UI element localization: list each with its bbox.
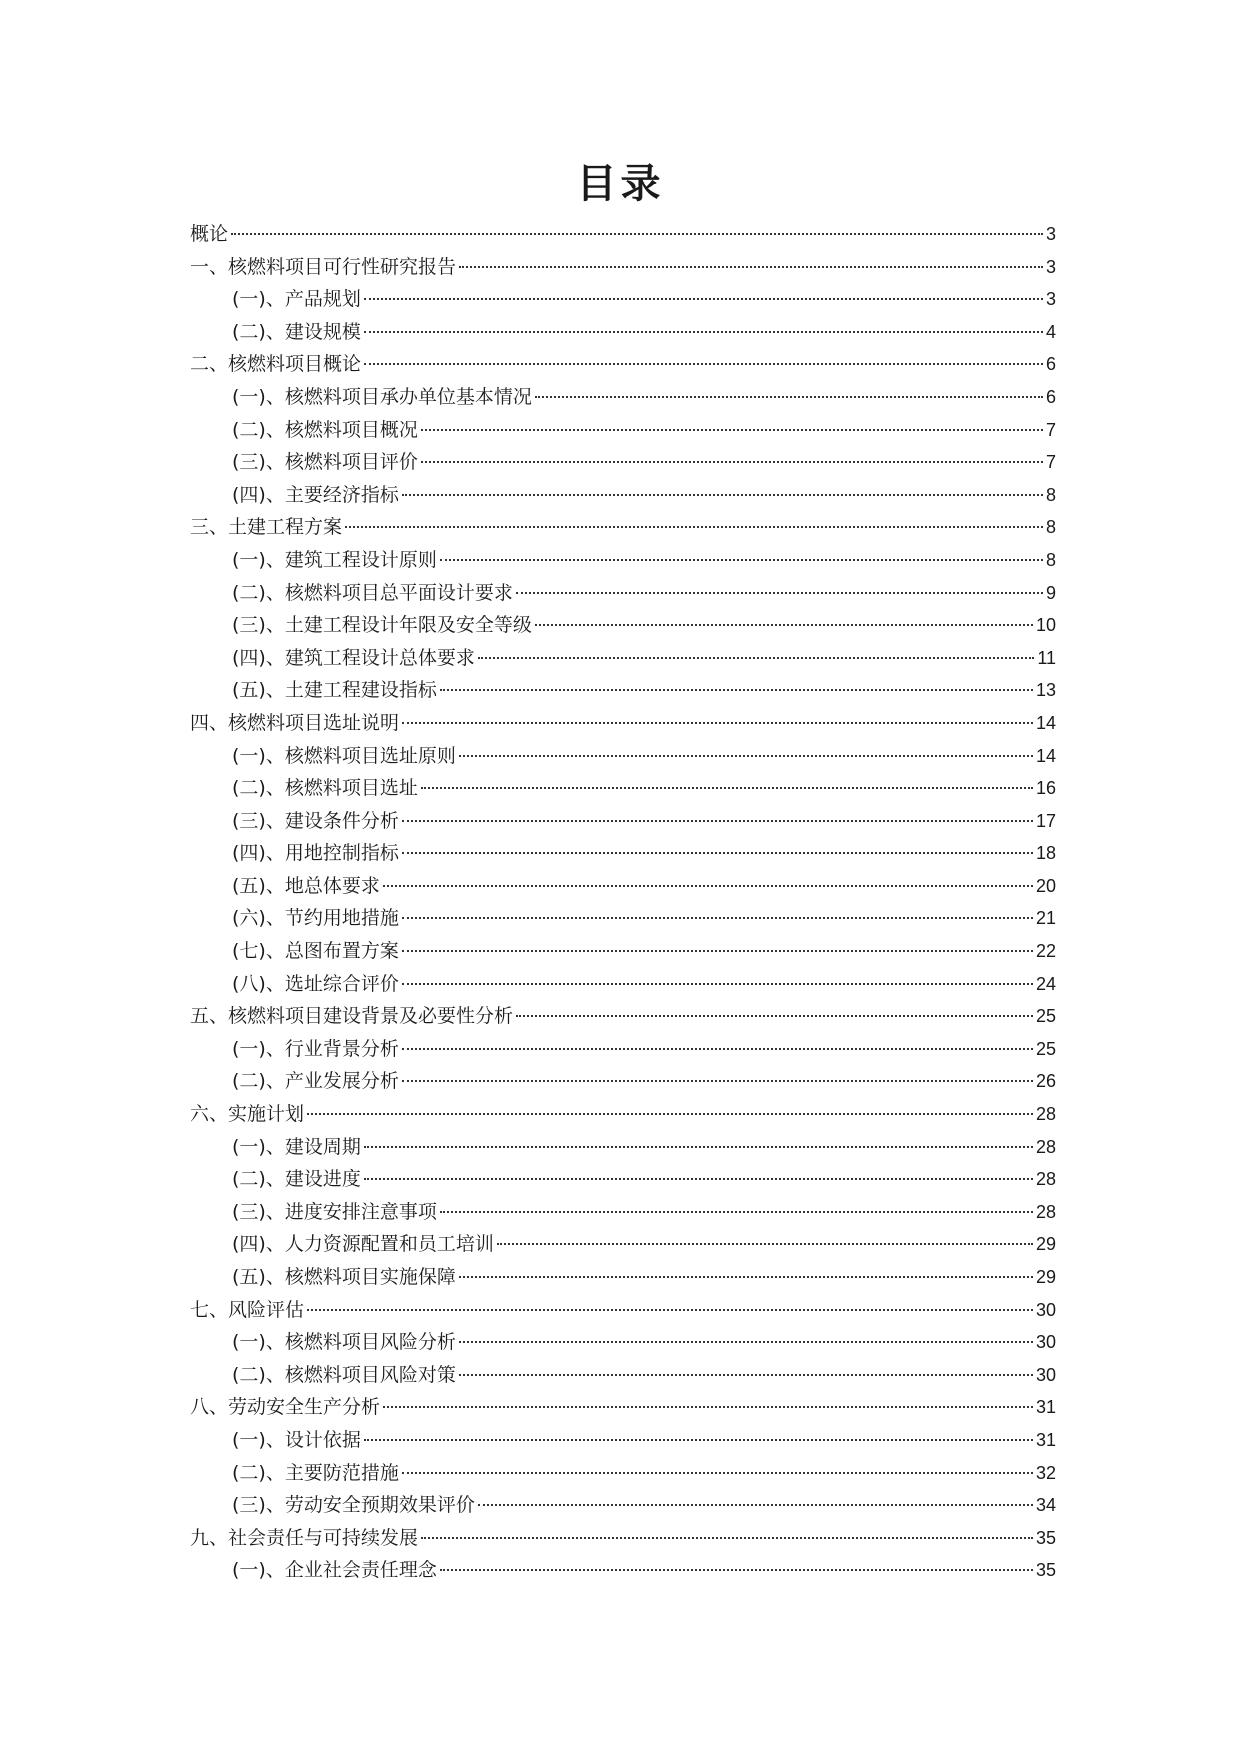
toc-dot-leader <box>402 983 1033 985</box>
toc-entry-page-number: 21 <box>1035 908 1056 929</box>
toc-entry[interactable] <box>190 577 1056 610</box>
toc-entry-page-number: 18 <box>1035 843 1056 864</box>
toc-entry[interactable] <box>190 1359 1056 1392</box>
toc-entry-label: (二)、核燃料项目总平面设计要求 <box>232 581 513 604</box>
toc-entry-page-number: 9 <box>1045 582 1056 603</box>
toc-entry[interactable] <box>190 642 1056 675</box>
toc-entry[interactable] <box>190 283 1056 316</box>
toc-dot-leader <box>364 1439 1033 1441</box>
toc-entry-page-number: 4 <box>1045 321 1056 342</box>
toc-dot-leader <box>478 657 1034 659</box>
toc-entry-label: (一)、核燃料项目选址原则 <box>232 744 456 767</box>
toc-dot-leader <box>440 1569 1033 1571</box>
toc-dot-leader <box>383 885 1033 887</box>
toc-entry-label: (二)、产业发展分析 <box>232 1070 399 1093</box>
toc-entry-page-number: 11 <box>1037 647 1056 668</box>
toc-entry-page-number: 3 <box>1045 289 1056 310</box>
toc-entry-label: (二)、核燃料项目选址 <box>232 777 418 800</box>
toc-entry-page-number: 22 <box>1035 941 1056 962</box>
toc-dot-leader <box>364 363 1043 365</box>
toc-entry-page-number: 8 <box>1045 484 1056 505</box>
toc-dot-leader <box>231 233 1043 235</box>
toc-entry-page-number: 17 <box>1035 810 1056 831</box>
toc-entry-page-number: 35 <box>1035 1527 1056 1548</box>
toc-entry-page-number: 25 <box>1035 1006 1056 1027</box>
toc-entry[interactable] <box>190 251 1056 284</box>
toc-entry[interactable] <box>190 674 1056 707</box>
toc-dot-leader <box>402 852 1033 854</box>
toc-entry-label: (一)、产品规划 <box>232 288 361 311</box>
toc-entry-label: 六、实施计划 <box>190 1103 305 1126</box>
toc-entry-label: (三)、进度安排注意事项 <box>232 1200 437 1223</box>
toc-entry-page-number: 7 <box>1045 452 1056 473</box>
toc-dot-leader <box>535 624 1033 626</box>
toc-entry-label: (二)、建设规模 <box>232 320 361 343</box>
toc-entry[interactable] <box>190 870 1056 903</box>
toc-entry[interactable] <box>190 1326 1056 1359</box>
toc-entry-page-number: 20 <box>1035 875 1056 896</box>
toc-entry-page-number: 32 <box>1035 1462 1056 1483</box>
toc-dot-leader <box>307 1309 1033 1311</box>
toc-dot-leader <box>345 526 1043 528</box>
toc-dot-leader <box>307 1113 1033 1115</box>
toc-entry[interactable] <box>190 1489 1056 1522</box>
toc-entry-page-number: 10 <box>1035 615 1056 636</box>
toc-entry-page-number: 6 <box>1045 354 1056 375</box>
toc-entry-label: (一)、核燃料项目承办单位基本情况 <box>232 385 532 408</box>
toc-dot-leader <box>440 689 1033 691</box>
toc-entry[interactable] <box>190 1196 1056 1229</box>
toc-entry-label: (一)、建设周期 <box>232 1135 361 1158</box>
toc-dot-leader <box>459 755 1033 757</box>
toc-entry-label: 概论 <box>190 223 229 245</box>
toc-entry[interactable] <box>190 1261 1056 1294</box>
toc-entry-label: 八、劳动安全生产分析 <box>190 1396 381 1419</box>
toc-entry-page-number: 30 <box>1035 1299 1056 1320</box>
toc-entry-label: (六)、节约用地措施 <box>232 907 399 930</box>
toc-dot-leader <box>459 1276 1033 1278</box>
toc-dot-leader <box>364 1146 1033 1148</box>
toc-entry[interactable] <box>190 1294 1056 1327</box>
toc-entry[interactable] <box>190 837 1056 870</box>
toc-dot-leader <box>478 1504 1033 1506</box>
toc-dot-leader <box>440 559 1043 561</box>
toc-entry-page-number: 30 <box>1035 1364 1056 1385</box>
toc-dot-leader <box>421 429 1043 431</box>
toc-dot-leader <box>402 722 1033 724</box>
toc-entry-label: (四)、人力资源配置和员工培训 <box>232 1233 494 1256</box>
toc-dot-leader <box>459 1341 1033 1343</box>
toc-dot-leader <box>364 1178 1033 1180</box>
toc-entry[interactable] <box>190 609 1056 642</box>
toc-entry-page-number: 16 <box>1035 778 1056 799</box>
toc-entry-label: (二)、核燃料项目风险对策 <box>232 1363 456 1386</box>
toc-entry-label: 九、社会责任与可持续发展 <box>190 1526 419 1549</box>
toc-entry[interactable] <box>190 1424 1056 1457</box>
toc-entry-page-number: 30 <box>1035 1332 1056 1353</box>
toc-entry-page-number: 14 <box>1035 712 1056 733</box>
toc-dot-leader <box>402 917 1033 919</box>
toc-entry[interactable] <box>190 1065 1056 1098</box>
toc-entry-page-number: 3 <box>1045 224 1056 244</box>
toc-dot-leader <box>402 1472 1033 1474</box>
toc-entry-page-number: 14 <box>1035 745 1056 766</box>
toc-dot-leader <box>402 494 1043 496</box>
toc-entry[interactable] <box>190 772 1056 805</box>
toc-entry[interactable] <box>190 1033 1056 1066</box>
toc-entry-page-number: 28 <box>1035 1136 1056 1157</box>
toc-entry-label: (四)、主要经济指标 <box>232 483 399 506</box>
toc-entry[interactable] <box>190 1098 1056 1131</box>
toc-dot-leader <box>364 298 1043 300</box>
toc-dot-leader <box>535 396 1043 398</box>
toc-dot-leader <box>402 820 1033 822</box>
toc-entry-label: 五、核燃料项目建设背景及必要性分析 <box>190 1005 514 1028</box>
toc-entry-page-number: 25 <box>1035 1038 1056 1059</box>
toc-entry-page-number: 31 <box>1035 1397 1056 1418</box>
toc-entry-page-number: 26 <box>1035 1071 1056 1092</box>
toc-entry-label: (一)、行业背景分析 <box>232 1037 399 1060</box>
toc-entry-page-number: 13 <box>1035 680 1056 701</box>
toc-entry[interactable] <box>190 1457 1056 1490</box>
toc-dot-leader <box>516 592 1043 594</box>
toc-entry-page-number: 29 <box>1035 1267 1056 1287</box>
toc-dot-leader <box>497 1243 1033 1245</box>
toc-entry-page-number: 34 <box>1035 1495 1056 1516</box>
toc-entry-label: (二)、主要防范措施 <box>232 1461 399 1484</box>
toc-dot-leader <box>516 1015 1033 1017</box>
toc-entry[interactable] <box>190 707 1056 740</box>
toc-entry[interactable] <box>190 218 1056 251</box>
toc-entry-label: 一、核燃料项目可行性研究报告 <box>190 255 457 278</box>
toc-entry-label: (一)、建筑工程设计原则 <box>232 548 437 571</box>
toc-entry-page-number: 28 <box>1035 1201 1056 1222</box>
toc-entry-label: (二)、建设进度 <box>232 1168 361 1191</box>
toc-entry[interactable] <box>190 414 1056 447</box>
page-title: 目录 <box>576 161 665 207</box>
toc-dot-leader <box>383 1406 1033 1408</box>
toc-entry[interactable] <box>190 381 1056 414</box>
toc-entry-label: (三)、核燃料项目评价 <box>232 451 418 474</box>
toc-entry-label: 七、风险评估 <box>190 1298 305 1321</box>
toc-dot-leader <box>440 1211 1033 1213</box>
toc-entry[interactable] <box>190 1391 1056 1424</box>
toc-entry-page-number: 35 <box>1035 1560 1056 1581</box>
toc-entry[interactable] <box>190 740 1056 773</box>
toc-entry[interactable] <box>190 1131 1056 1164</box>
toc-entry-label: (五)、土建工程建设指标 <box>232 679 437 702</box>
toc-entry[interactable] <box>190 1228 1056 1261</box>
toc-entry-page-number: 6 <box>1045 386 1056 407</box>
toc-entry[interactable] <box>190 316 1056 349</box>
toc-entry[interactable] <box>190 479 1056 512</box>
toc-entry-label: (五)、核燃料项目实施保障 <box>232 1266 456 1288</box>
toc-dot-leader <box>421 787 1033 789</box>
toc-entry-label: (四)、建筑工程设计总体要求 <box>232 646 475 669</box>
toc-dot-leader <box>402 1080 1033 1082</box>
toc-entry[interactable] <box>190 1000 1056 1033</box>
toc-entry-label: (三)、土建工程设计年限及安全等级 <box>232 614 532 637</box>
toc-entry-label: 三、土建工程方案 <box>190 516 343 539</box>
toc-entry-label: (三)、劳动安全预期效果评价 <box>232 1494 475 1517</box>
toc-entry-page-number: 28 <box>1035 1169 1056 1190</box>
toc-entry[interactable] <box>190 1522 1056 1555</box>
toc-dot-leader <box>402 1048 1033 1050</box>
toc-entry-label: (一)、企业社会责任理念 <box>232 1559 437 1582</box>
toc-entry-page-number: 7 <box>1045 419 1056 440</box>
toc-entry-page-number: 28 <box>1035 1104 1056 1125</box>
toc-entry[interactable] <box>190 446 1056 479</box>
toc-entry-page-number: 29 <box>1035 1234 1056 1255</box>
toc-entry-page-number: 31 <box>1035 1429 1056 1450</box>
toc-entry[interactable] <box>190 968 1056 1001</box>
toc-entry-label: 二、核燃料项目概论 <box>190 353 362 376</box>
toc-entry[interactable] <box>190 1163 1056 1196</box>
toc-entry-label: (一)、核燃料项目风险分析 <box>232 1331 456 1354</box>
toc-entry-label: (三)、建设条件分析 <box>232 809 399 832</box>
toc-dot-leader <box>402 950 1033 952</box>
toc-entry-label: (四)、用地控制指标 <box>232 842 399 865</box>
toc-dot-leader <box>459 1374 1033 1376</box>
toc-entry-label: (一)、设计依据 <box>232 1428 361 1451</box>
toc-entry-label: (二)、核燃料项目概况 <box>232 418 418 441</box>
toc-entry[interactable] <box>190 1554 1056 1587</box>
toc-entry-label: (八)、选址综合评价 <box>232 972 399 995</box>
toc-dot-leader <box>421 1537 1033 1539</box>
toc-entry-label: (五)、地总体要求 <box>232 874 380 897</box>
toc-entry[interactable] <box>190 805 1056 838</box>
toc-dot-leader <box>459 266 1043 268</box>
toc-entry-page-number: 24 <box>1035 973 1056 994</box>
table-of-contents <box>190 218 1056 1587</box>
toc-entry-page-number: 8 <box>1045 517 1056 538</box>
toc-entry-page-number: 3 <box>1045 256 1056 277</box>
toc-entry-label: (七)、总图布置方案 <box>232 940 399 963</box>
toc-entry[interactable] <box>190 935 1056 968</box>
toc-entry[interactable] <box>190 511 1056 544</box>
toc-dot-leader <box>364 331 1043 333</box>
toc-entry[interactable] <box>190 902 1056 935</box>
toc-entry[interactable] <box>190 348 1056 381</box>
toc-entry-label: 四、核燃料项目选址说明 <box>190 711 400 734</box>
toc-entry[interactable] <box>190 544 1056 577</box>
toc-entry-page-number: 8 <box>1045 549 1056 570</box>
toc-dot-leader <box>421 461 1043 463</box>
